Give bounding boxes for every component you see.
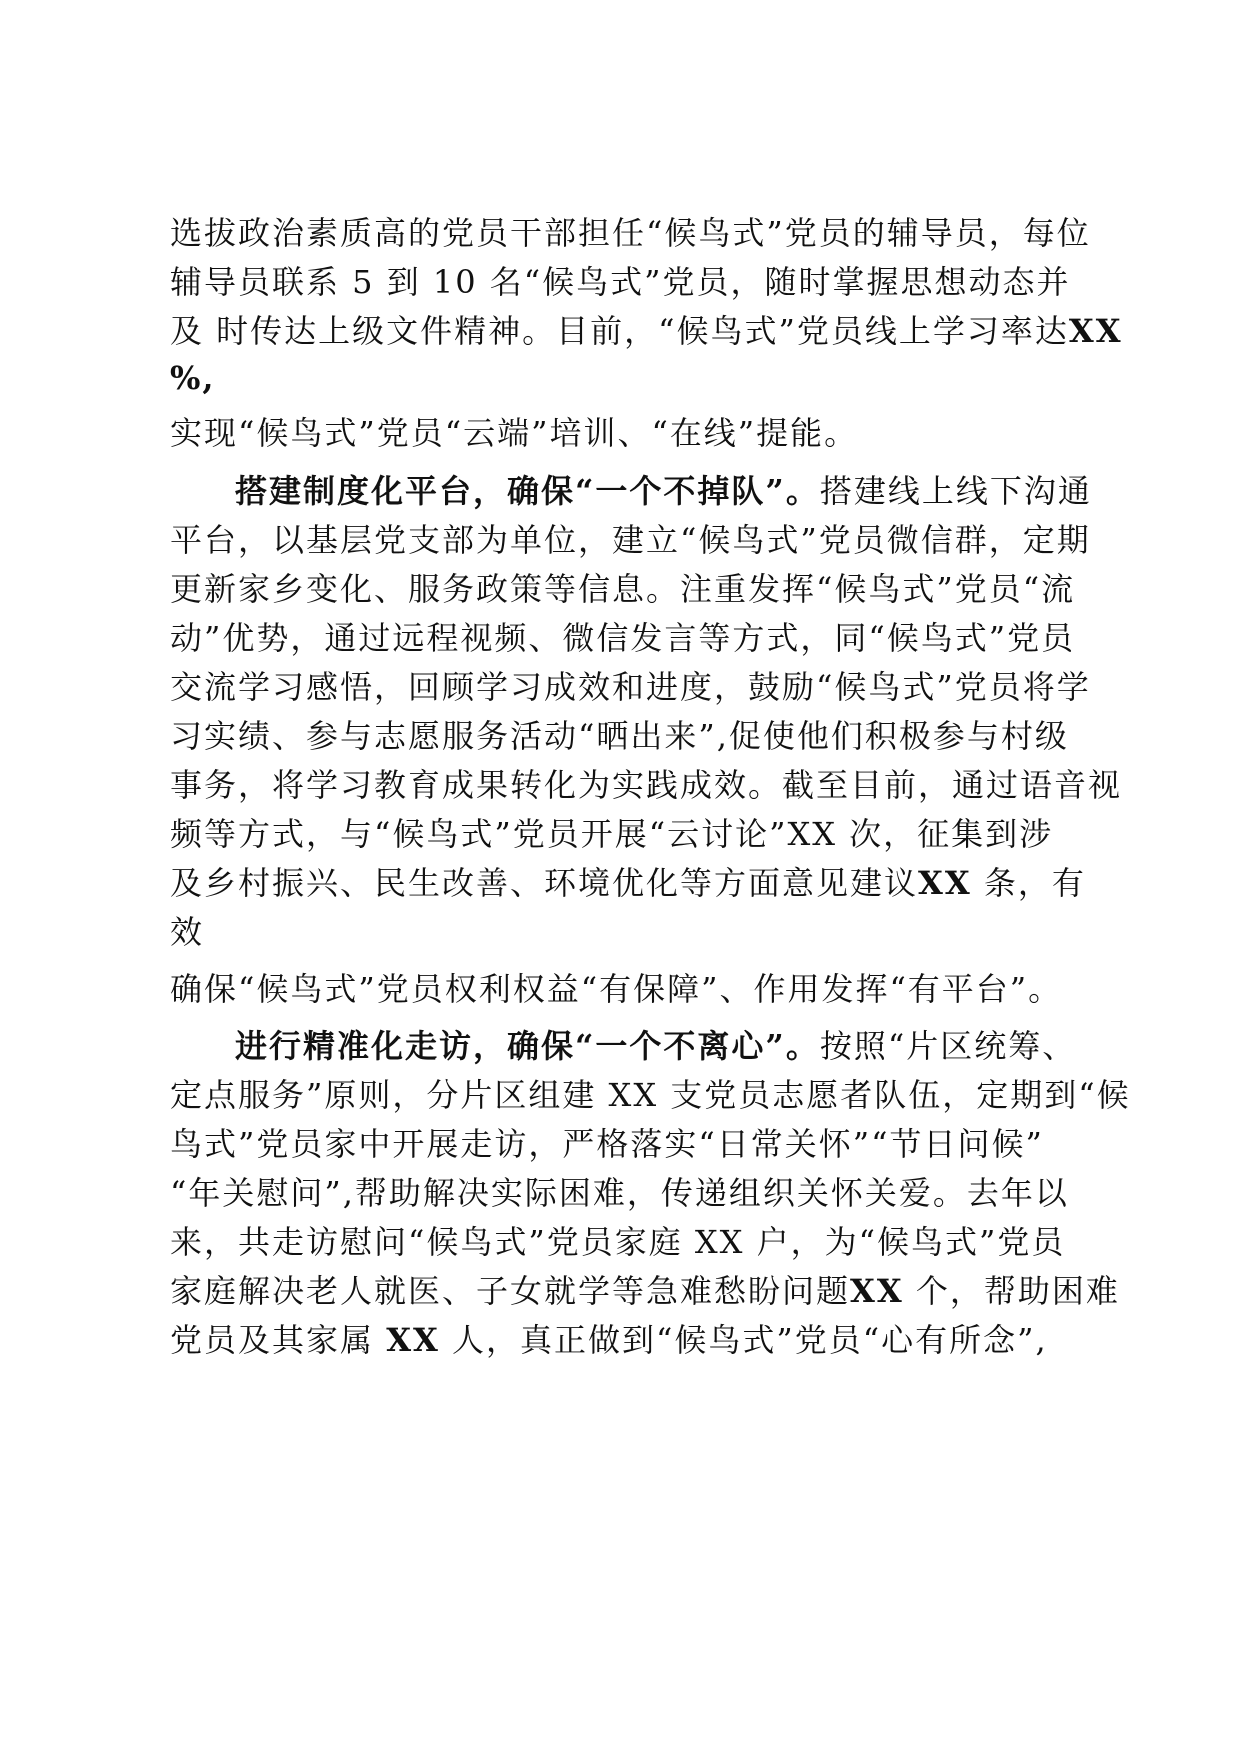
p2-line-5: 交流学习感悟，回顾学习成效和进度，鼓励“候鸟式”党员将学 xyxy=(170,668,1091,706)
p3-line-7 xyxy=(170,1320,1048,1360)
p3-line-1-text: 按照“片区统筹、 xyxy=(819,1027,1077,1065)
p3-line-5: 来，共走访慰问“候鸟式”党员家庭 XX 户，为“候鸟式”党员 xyxy=(170,1223,1066,1261)
p2-line-4: 动”优势，通过远程视频、微信发言等方式，同“候鸟式”党员 xyxy=(170,619,1076,657)
p2-line-7: 事务，将学习教育成果转化为实践成效。截至目前，通过语音视 xyxy=(170,766,1123,804)
p3-line-6-text-b: 个，帮助困难 xyxy=(915,1272,1120,1310)
p2-line-1 xyxy=(235,471,1092,511)
p2-line-8: 频等方式，与“候鸟式”党员开展“云讨论”XX 次，征集到涉 xyxy=(170,815,1054,853)
p2-line-1-text: 搭建线上线下沟通 xyxy=(819,472,1092,510)
p2-heading: 搭建制度化平台，确保“一个不掉队”。 xyxy=(235,472,820,510)
p2-line-10: 效 xyxy=(170,913,205,951)
p3-line-2: 定点服务”原则，分片区组建 XX 支党员志愿者队伍，定期到“候 xyxy=(170,1076,1131,1114)
p3-heading: 进行精准化走访，确保“一个不离心”。 xyxy=(235,1027,820,1065)
p2-line-9-text-a: 及乡村振兴、民生改善、环境优化等方面意见建议 xyxy=(170,864,919,902)
p3-line-6-text-a: 家庭解决老人就医、子女就学等急难愁盼问题 xyxy=(170,1272,851,1310)
p3-line-7-text-b: 人，真正做到“候鸟式”党员“心有所念”, xyxy=(452,1321,1048,1359)
p2-line-6: 习实绩、参与志愿服务活动“晒出来”,促使他们积极参与村级 xyxy=(170,717,1069,755)
p2-line-9 xyxy=(170,863,1086,903)
p2-line-2: 平台，以基层党支部为单位，建立“候鸟式”党员微信群，定期 xyxy=(170,521,1091,559)
p1-line-4: %, xyxy=(170,359,216,397)
p3-line-6 xyxy=(170,1271,1120,1311)
p2-line-9-bold: XX xyxy=(918,864,972,902)
p3-line-3: 鸟式”党员家中开展走访，严格落实“日常关怀”“节日问候” xyxy=(170,1125,1044,1163)
p3-line-7-bold: XX xyxy=(386,1321,440,1359)
p2-line-9-text-b: 条，有 xyxy=(983,864,1086,902)
p2-line-3: 更新家乡变化、服务政策等信息。注重发挥“候鸟式”党员“流 xyxy=(170,570,1076,608)
p1-line-2: 辅导员联系 5 到 10 名“候鸟式”党员，随时掌握思想动态并 xyxy=(170,263,1071,301)
p1-line-5: 实现“候鸟式”党员“云端”培训、“在线”提能。 xyxy=(170,414,859,452)
p1-line-3 xyxy=(170,311,1123,351)
p3-line-1 xyxy=(235,1026,1076,1066)
p1-line-1: 选拔政治素质高的党员干部担任“候鸟式”党员的辅导员，每位 xyxy=(170,214,1091,252)
p2-line-11: 确保“候鸟式”党员权利权益“有保障”、作用发挥“有平台”。 xyxy=(170,970,1063,1008)
p3-line-6-bold: XX xyxy=(850,1272,904,1310)
p1-line-3-bold: XX xyxy=(1068,312,1123,350)
p3-line-4: “年关慰问”,帮助解决实际困难，传递组织关怀关爱。去年以 xyxy=(170,1174,1069,1212)
p1-line-3-text: 及 时传达上级文件精神。目前，“候鸟式”党员线上学习率达 xyxy=(170,312,1069,350)
p3-line-7-text-a: 党员及其家属 xyxy=(170,1321,387,1359)
